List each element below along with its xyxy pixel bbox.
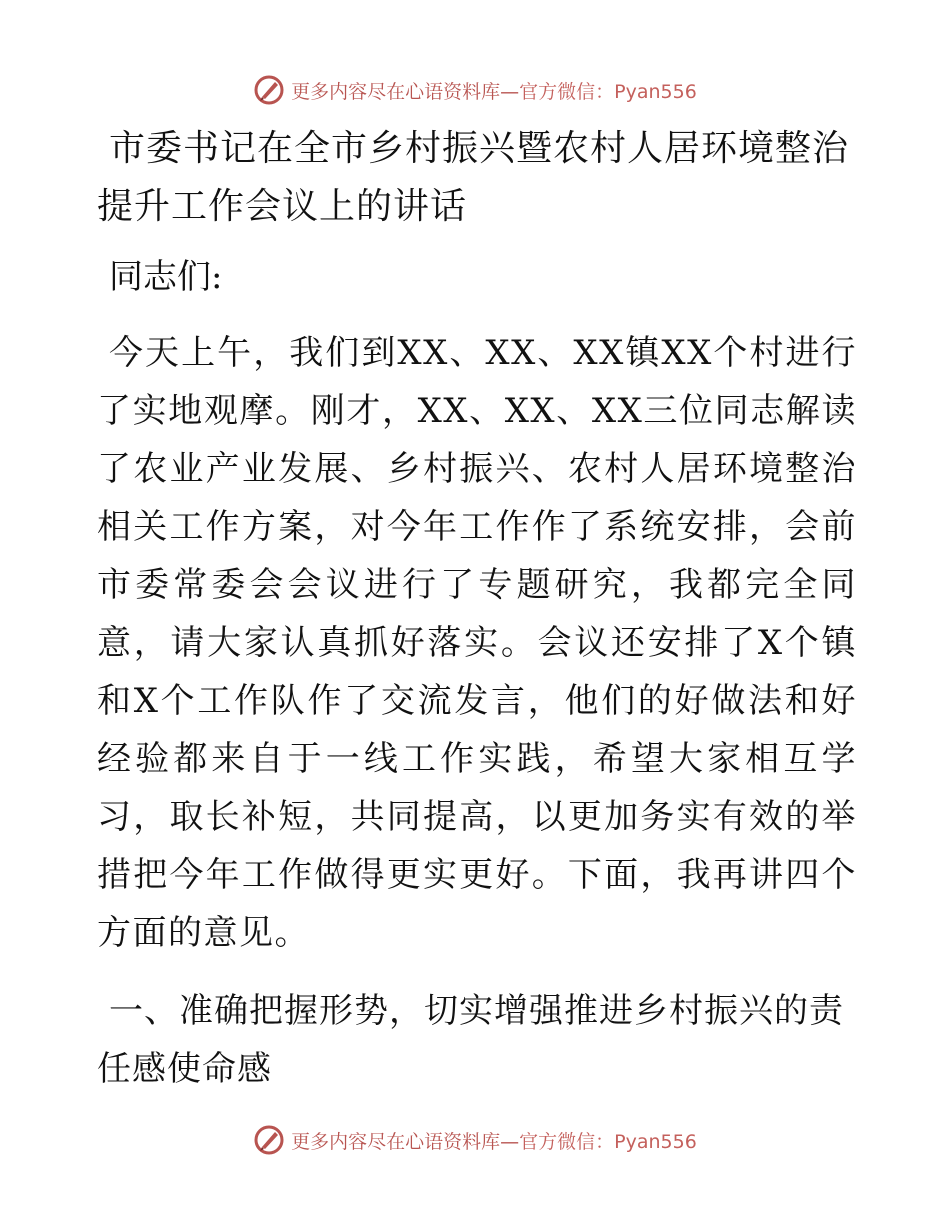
quill-pen-logo-icon — [253, 1124, 285, 1156]
document-body — [97, 120, 857, 1098]
section-1-heading: 一、准确把握形势，切实增强推进乡村振兴的责任感使命感 — [97, 991, 844, 1089]
paragraph-1: 今天上午，我们到XX、XX、XX镇XX个村进行了实地观摩。刚才，XX、XX、XX三位同志解读了农业产业发展、乡村振兴、农村人居环境整治相关工作方案，对今年工作作了系统安排，会前市委常委会会议进行了专题研究，我都完全同意，请大家认真抓好落实。会议还安排了X个镇和X个工作队作了交流发言，他们的好做法和好经验都来自于一线工作实践，希望大家相互学习，取长补短，共同提高，以更加务实有效的举措把今年工作做得更实更好。下面，我再讲四个方面的意见。 — [97, 333, 857, 953]
greeting: 同志们: — [109, 257, 223, 297]
header-watermark — [0, 70, 950, 110]
footer-watermark — [0, 1120, 950, 1160]
quill-pen-logo-icon — [253, 74, 285, 106]
watermark-wechat: 官方微信：Pyan556 — [519, 1130, 697, 1153]
watermark-prefix: 更多内容尽在心语资料库— — [291, 80, 520, 103]
document-title: 市委书记在全市乡村振兴暨农村人居环境整治提升工作会议上的讲话 — [97, 128, 850, 227]
watermark-wechat: 官方微信：Pyan556 — [519, 80, 697, 103]
watermark-prefix: 更多内容尽在心语资料库— — [291, 1130, 520, 1153]
